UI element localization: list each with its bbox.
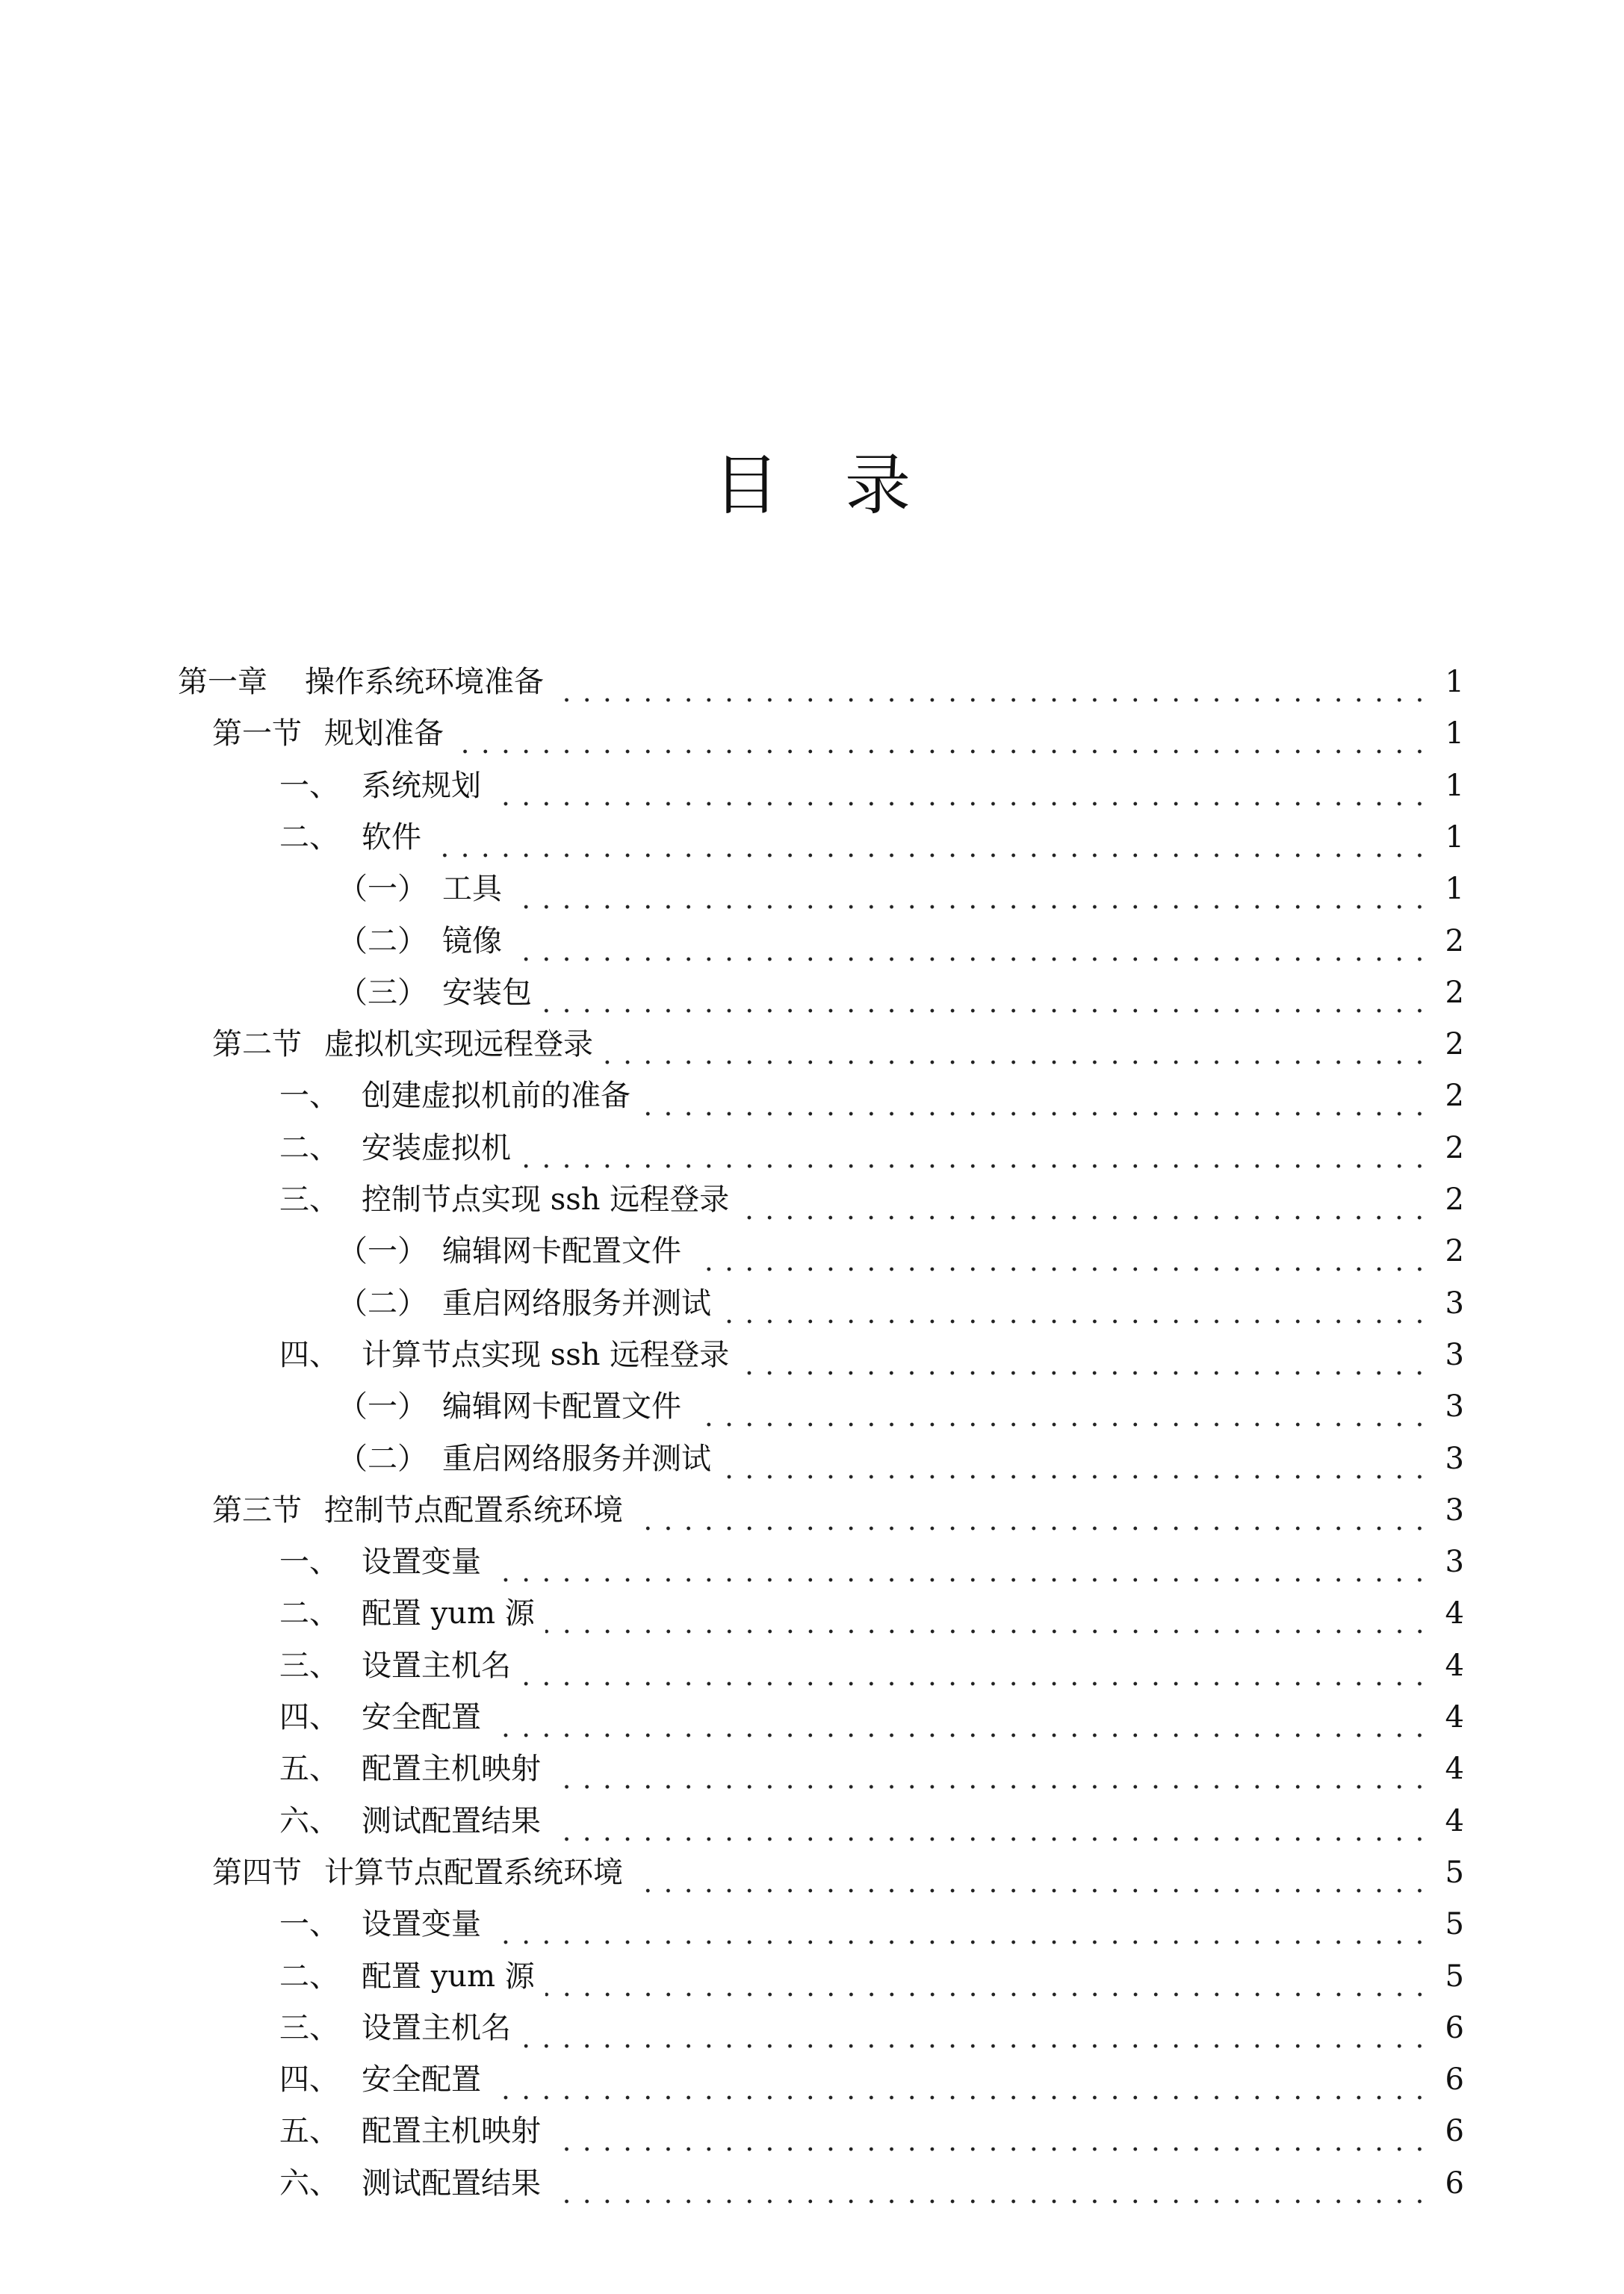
toc-entry-number: （一） (338, 872, 427, 906)
dot-leader (542, 970, 1430, 1015)
toc-entry-number: 一、 (279, 1079, 339, 1113)
toc-entry-title: 镜像 (442, 924, 502, 958)
toc-entry-title: 安装虚拟机 (362, 1131, 511, 1165)
toc-entry-number: （二） (338, 924, 427, 958)
dot-leader (633, 1488, 1430, 1533)
toc-entry-title: 工具 (442, 872, 502, 906)
toc-entry-number: 四、 (279, 1338, 339, 1372)
toc-entry-number: 五、 (279, 1752, 339, 1786)
toc-entry-number: 二、 (279, 820, 339, 855)
toc-entry-page: 2 (1445, 1131, 1464, 1165)
dot-leader (432, 815, 1430, 860)
toc-entry-page: 2 (1445, 1027, 1464, 1061)
page-title (0, 444, 1624, 527)
toc-entry[interactable] (338, 970, 1464, 1015)
toc-entry-page: 2 (1445, 976, 1464, 1010)
toc-entry[interactable] (338, 1384, 1464, 1429)
toc-entry-page: 4 (1445, 1596, 1464, 1631)
toc-entry-page: 6 (1445, 2166, 1464, 2201)
toc-entry-title: 重启网络服务并测试 (442, 1442, 711, 1476)
dot-leader (692, 1229, 1430, 1274)
toc-entry[interactable] (279, 2006, 1464, 2050)
toc-entry-page: 5 (1445, 1907, 1464, 1941)
toc-entry[interactable] (212, 711, 1464, 756)
dot-leader (740, 1333, 1430, 1377)
toc-entry-number: （二） (338, 1442, 427, 1476)
toc-entry-page: 4 (1445, 1804, 1464, 1838)
toc-entry-number: 四、 (279, 1700, 339, 1735)
dot-leader (492, 1902, 1430, 1947)
toc-entry[interactable] (338, 867, 1464, 911)
toc-entry-title: 软件 (362, 820, 421, 855)
toc-entry-number: 第一章 (178, 665, 267, 699)
toc-entry-number: 二、 (279, 1131, 339, 1165)
dot-leader (545, 1954, 1430, 1999)
toc-entry-title: 计算节点实现 ssh 远程登录 (362, 1338, 730, 1372)
toc-entry-page: 3 (1445, 1338, 1464, 1372)
toc-entry-number: 一、 (279, 1907, 339, 1941)
title-char-1: 目 (713, 447, 779, 524)
toc-entry-page: 1 (1445, 769, 1464, 803)
toc-entry-page: 3 (1445, 1545, 1464, 1579)
toc-entry-page: 2 (1445, 1079, 1464, 1113)
dot-leader (641, 1073, 1430, 1118)
toc-entry-title: 设置主机名 (362, 1649, 511, 1683)
toc-entry-number: 第三节 (212, 1493, 302, 1528)
toc-entry-page: 3 (1445, 1389, 1464, 1424)
toc-entry[interactable] (212, 1022, 1464, 1067)
toc-entry-page: 1 (1445, 716, 1464, 751)
toc-entry-number: 六、 (279, 1804, 339, 1838)
toc-entry[interactable] (279, 1746, 1464, 1791)
toc-entry-title: 安装包 (442, 976, 532, 1010)
toc-entry[interactable] (279, 1902, 1464, 1947)
toc-entry-title: 配置主机映射 (362, 2114, 541, 2148)
toc-entry-title: 编辑网卡配置文件 (442, 1389, 681, 1424)
dot-leader (604, 1022, 1430, 1067)
dot-leader (492, 1695, 1430, 1740)
toc-entry-title: 控制节点实现 ssh 远程登录 (362, 1182, 730, 1217)
toc-entry[interactable] (279, 1540, 1464, 1584)
dot-leader (492, 2057, 1430, 2102)
toc-entry-page: 5 (1445, 1856, 1464, 1890)
toc-entry-title: 设置主机名 (362, 2011, 511, 2045)
dot-leader (551, 1799, 1430, 1844)
dot-leader (740, 1177, 1430, 1222)
toc-entry-number: 一、 (279, 1545, 339, 1579)
toc-entry-page: 2 (1445, 1234, 1464, 1268)
toc-entry-page: 1 (1445, 872, 1464, 906)
toc-entry-title: 规划准备 (324, 716, 444, 751)
toc-entry-number: （三） (338, 976, 427, 1010)
toc-entry[interactable] (279, 2057, 1464, 2102)
toc-entry[interactable] (178, 660, 1464, 704)
toc-entry-number: 六、 (279, 2166, 339, 2201)
toc-entry-page: 6 (1445, 2011, 1464, 2045)
toc-entry-title: 安全配置 (362, 1700, 481, 1735)
toc-entry[interactable] (212, 1850, 1464, 1895)
dot-leader (521, 1643, 1430, 1688)
toc-entry-page: 4 (1445, 1700, 1464, 1735)
toc-entry-page: 2 (1445, 924, 1464, 958)
toc-entry[interactable] (279, 2161, 1464, 2206)
toc-entry-page: 6 (1445, 2114, 1464, 2148)
toc-entry[interactable] (338, 919, 1464, 964)
toc-entry-title: 创建虚拟机前的准备 (362, 1079, 630, 1113)
toc-entry-number: 二、 (279, 1596, 339, 1631)
toc-entry-title: 安全配置 (362, 2062, 481, 2097)
toc-entry-title: 重启网络服务并测试 (442, 1286, 711, 1321)
toc-entry-number: 三、 (279, 2011, 339, 2045)
toc-entry[interactable] (279, 815, 1464, 860)
toc-entry-title: 系统规划 (362, 769, 481, 803)
dot-leader (512, 867, 1430, 911)
toc-entry-title: 测试配置结果 (362, 1804, 541, 1838)
toc-entry[interactable] (279, 1643, 1464, 1688)
toc-entry-page: 5 (1445, 1959, 1464, 1994)
toc-entry-page: 4 (1445, 1649, 1464, 1683)
title-char-2: 录 (845, 447, 911, 524)
toc-entry-title: 测试配置结果 (362, 2166, 541, 2201)
toc-entry[interactable] (338, 1229, 1464, 1274)
dot-leader (545, 1591, 1430, 1636)
toc-entry-number: 一、 (279, 769, 339, 803)
dot-leader (521, 2006, 1430, 2050)
toc-entry-page: 4 (1445, 1752, 1464, 1786)
toc-entry-number: 二、 (279, 1959, 339, 1994)
toc-entry[interactable] (279, 763, 1464, 808)
toc-entry-number: 第四节 (212, 1856, 302, 1890)
toc-entry[interactable] (279, 1695, 1464, 1740)
dot-leader (492, 763, 1430, 808)
toc-entry-title: 配置 yum 源 (362, 1959, 535, 1994)
toc-entry-title: 设置变量 (362, 1545, 481, 1579)
dot-leader (454, 711, 1430, 756)
toc-entry-title: 设置变量 (362, 1907, 481, 1941)
toc-entry[interactable] (279, 1954, 1464, 1999)
toc-entry-title: 编辑网卡配置文件 (442, 1234, 681, 1268)
toc-entry-number: 第二节 (212, 1027, 302, 1061)
toc-entry-title: 虚拟机实现远程登录 (324, 1027, 593, 1061)
dot-leader (722, 1281, 1430, 1326)
toc-entry-number: （一） (338, 1389, 427, 1424)
toc-entry[interactable] (212, 1488, 1464, 1533)
toc-entry-page: 3 (1445, 1442, 1464, 1476)
dot-leader (722, 1436, 1430, 1481)
toc-entry-number: 三、 (279, 1649, 339, 1683)
dot-leader (551, 2109, 1430, 2154)
toc-entry-title: 控制节点配置系统环境 (324, 1493, 623, 1528)
toc-entry-page: 1 (1445, 820, 1464, 855)
toc-entry-title: 操作系统环境准备 (305, 665, 544, 699)
toc-entry[interactable] (279, 1591, 1464, 1636)
toc-entry-number: （一） (338, 1234, 427, 1268)
toc-entry[interactable] (279, 1177, 1464, 1222)
toc-entry[interactable] (279, 1126, 1464, 1171)
toc-entry-page: 2 (1445, 1182, 1464, 1217)
toc-entry[interactable] (338, 1436, 1464, 1481)
dot-leader (521, 1126, 1430, 1171)
toc-entry-title: 配置主机映射 (362, 1752, 541, 1786)
toc-entry-number: 三、 (279, 1182, 339, 1217)
toc-entry-number: 第一节 (212, 716, 302, 751)
dot-leader (692, 1384, 1430, 1429)
toc-entry-title: 配置 yum 源 (362, 1596, 535, 1631)
dot-leader (554, 660, 1430, 704)
toc-entry[interactable] (279, 2109, 1464, 2154)
toc-entry-title: 计算节点配置系统环境 (324, 1856, 623, 1890)
toc-entry-number: 五、 (279, 2114, 339, 2148)
dot-leader (551, 2161, 1430, 2206)
toc-entry[interactable] (279, 1799, 1464, 1844)
dot-leader (633, 1850, 1430, 1895)
toc-entry-page: 6 (1445, 2062, 1464, 2097)
toc-entry-page: 3 (1445, 1286, 1464, 1321)
dot-leader (492, 1540, 1430, 1584)
dot-leader (551, 1746, 1430, 1791)
dot-leader (512, 919, 1430, 964)
toc-entry-number: （二） (338, 1286, 427, 1321)
toc-entry[interactable] (279, 1073, 1464, 1118)
toc-entry[interactable] (338, 1281, 1464, 1326)
toc-entry[interactable] (279, 1333, 1464, 1377)
toc-entry-page: 1 (1445, 665, 1464, 699)
toc-entry-page: 3 (1445, 1493, 1464, 1528)
toc-entry-number: 四、 (279, 2062, 339, 2097)
